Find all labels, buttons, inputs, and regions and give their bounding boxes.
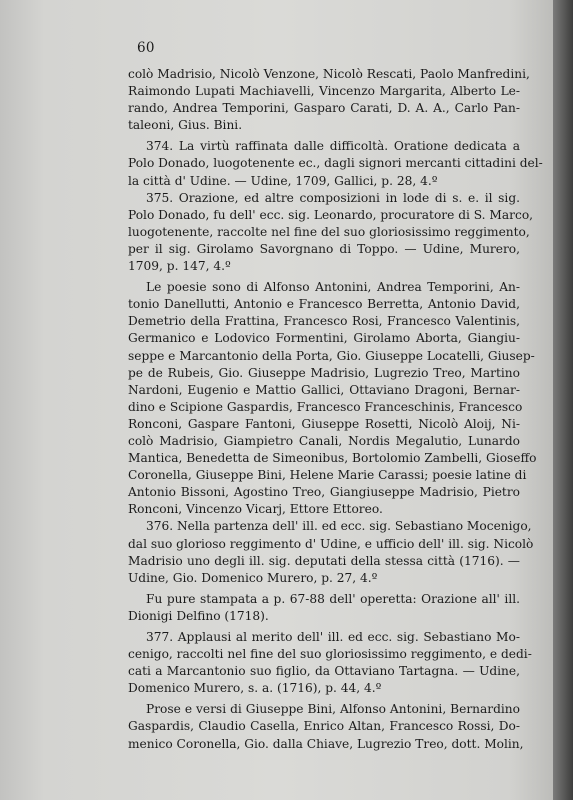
text-line: Demetrio della Frattina, Francesco Rosi, Francesco Valentinis, xyxy=(128,314,520,329)
text-line: cenigo, raccolti nel fine del suo gloriosissimo reggimento, e dedi- xyxy=(128,647,532,662)
text-line: Gaspardis, Claudio Casella, Enrico Altan, Francesco Rossi, Do- xyxy=(128,719,520,734)
book-edge-shadow xyxy=(553,0,573,800)
text-line: Antonio Bissoni, Agostino Treo, Giangiuseppe Madrisio, Pietro xyxy=(128,485,520,500)
text-block xyxy=(128,66,543,753)
text-line: Le poesie sono di Alfonso Antonini, Andrea Temporini, An- xyxy=(146,280,520,295)
text-line: Dionigi Delfino (1718). xyxy=(128,608,269,623)
text-line: colò Madrisio, Giampietro Canali, Nordis Megalutio, Lunardo xyxy=(128,433,520,448)
text-line: la città d' Udine. — Udine, 1709, Gallici, p. 28, 4.º xyxy=(128,173,438,188)
text-line: 374. La virtù raffinata dalle difficoltà. Oratione dedicata a xyxy=(146,139,520,154)
text-line: Mantica, Benedetta de Simeonibus, Bortolomio Zambelli, Gioseffo xyxy=(128,451,537,466)
text-line: dal suo glorioso reggimento d' Udine, e ufficio dell' ill. sig. Nicolò xyxy=(128,536,534,551)
text-line: Domenico Murero, s. a. (1716), p. 44, 4.º xyxy=(128,681,382,696)
text-line: Prose e versi di Giuseppe Bini, Alfonso Antonini, Bernardino xyxy=(146,702,520,717)
text-line: Madrisio uno degli ill. sig. deputati della stessa città (1716). — xyxy=(128,553,520,568)
text-line: seppe e Marcantonio della Porta, Gio. Giuseppe Locatelli, Giusep- xyxy=(128,348,535,363)
text-line: pe de Rubeis, Gio. Giuseppe Madrisio, Lugrezio Treo, Martino xyxy=(128,365,520,380)
text-line: Germanico e Lodovico Formentini, Girolamo Aborta, Giangiu- xyxy=(128,331,520,346)
text-line: Udine, Gio. Domenico Murero, p. 27, 4.º xyxy=(128,570,378,585)
page-number: 60 xyxy=(137,40,155,56)
text-line: menico Coronella, Gio. dalla Chiave, Lugrezio Treo, dott. Molin, xyxy=(128,736,524,751)
text-line: Polo Donado, luogotenente ec., dagli signori mercanti cittadini del- xyxy=(128,156,543,171)
text-line: 377. Applausi al merito dell' ill. ed ecc. sig. Sebastiano Mo- xyxy=(146,630,520,644)
text-line: Ronconi, Gaspare Fantoni, Giuseppe Rosetti, Nicolò Aloij, Ni- xyxy=(128,416,520,431)
text-line: Coronella, Giuseppe Bini, Helene Marie Carassi; poesie latine di xyxy=(128,468,527,483)
text-line: Raimondo Lupati Machiavelli, Vincenzo Margarita, Alberto Le- xyxy=(128,84,520,99)
text-line: taleoni, Gius. Bini. xyxy=(128,118,243,133)
text-line: rando, Andrea Temporini, Gasparo Carati, D. A. A., Carlo Pan- xyxy=(128,101,520,116)
text-line: cati a Marcantonio suo figlio, da Ottaviano Tartagna. — Udine, xyxy=(128,664,520,679)
text-line: Polo Donado, fu dell' ecc. sig. Leonardo, procuratore di S. Marco, xyxy=(128,207,534,222)
text-line: 1709, p. 147, 4.º xyxy=(128,259,231,274)
text-line: per il sig. Girolamo Savorgnano di Toppo. — Udine, Murero, xyxy=(128,241,520,256)
text-line: Ronconi, Vincenzo Vicarj, Ettore Ettoreo. xyxy=(128,502,383,517)
text-line: Fu pure stampata a p. 67-88 dell' operetta: Orazione all' ill. xyxy=(146,591,520,606)
text-line: Nardoni, Eugenio e Mattio Gallici, Ottaviano Dragoni, Bernar- xyxy=(128,382,520,397)
text-line: luogotenente, raccolte nel fine del suo gloriosissimo reggimento, xyxy=(128,224,530,239)
text-line: colò Madrisio, Nicolò Venzone, Nicolò Rescati, Paolo Manfredini, xyxy=(128,67,530,81)
text-line: 375. Orazione, ed altre composizioni in lode di s. e. il sig. xyxy=(146,190,520,205)
text-line: tonio Danellutti, Antonio e Francesco Berretta, Antonio David, xyxy=(128,297,520,312)
text-line: dino e Scipione Gaspardis, Francesco Franceschinis, Francesco xyxy=(128,399,523,414)
text-line: 376. Nella partenza dell' ill. ed ecc. sig. Sebastiano Mocenigo, xyxy=(146,519,532,534)
